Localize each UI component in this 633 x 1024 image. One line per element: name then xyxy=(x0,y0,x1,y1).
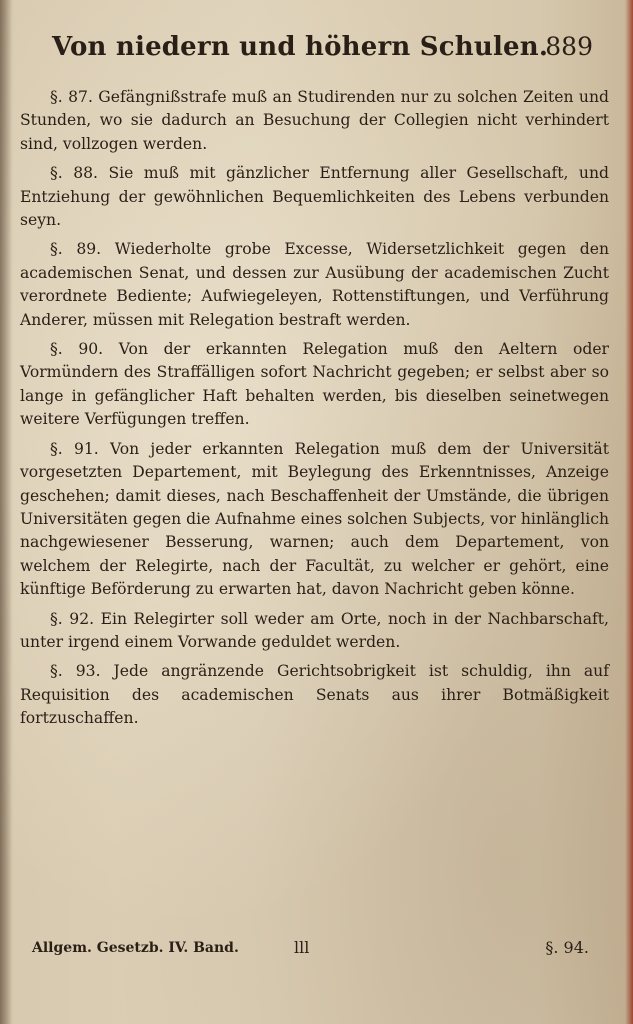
paragraph-91: §. 91. Von jeder erkannten Relegation muß dem der Universität vorgesetzten Departement, mit Beylegung des Erkenntnisses, Anzeige geschehen; damit dieses, nach Beschaffenheit der Umstände, die übrigen Universitäten gegen die Aufnahme eines solchen Subjects, vor hinlänglich nachgewiesener Besserung, warnen; auch dem Departement, von welchem der Relegirte, nach der Facultät, zu welcher er gehört, eine künftige Beförderung zu erwarten hat, davon Nachricht geben könne. xyxy=(20,439,609,599)
running-title: Von niedern und höhern Schulen. xyxy=(52,32,549,62)
sheet-mark: lll xyxy=(294,938,310,957)
page-number: 889 xyxy=(545,32,593,61)
paragraph-87: §. 87. Gefängnißstrafe muß an Studirenden nur zu solchen Zeiten und Stunden, wo sie dadurch an Besuchung der Collegien nicht verhindert sind, vollzogen werden. xyxy=(20,88,609,153)
paragraph-89: §. 89. Wiederholte grobe Excesse, Widersetzlichkeit gegen den academischen Senat, und dessen zur Ausübung der academischen Zucht verordnete Bediente; Aufwiegeleyen, Rottenstiftungen, und Verführung Anderer, müssen mit Relegation bestraft werden. xyxy=(20,240,609,329)
paragraph-90: §. 90. Von der erkannten Relegation muß den Aeltern oder Vormündern des Straffälligen sofort Nachricht gegeben; er selbst aber so lange in gefänglicher Haft behalten werden, bis dieselben seinetwegen weitere Verfügungen treffen. xyxy=(20,340,609,429)
catchword: §. 94. xyxy=(545,938,589,957)
page-edge xyxy=(625,0,633,1024)
page-footer xyxy=(32,936,589,966)
paragraph-92: §. 92. Ein Relegirter soll weder am Orte, noch in der Nachbarschaft, unter irgend einem Vorwande geduldet werden. xyxy=(20,609,609,651)
spine-shadow xyxy=(0,0,12,1024)
page-header xyxy=(52,30,603,70)
body-text xyxy=(20,86,609,737)
paragraph-93: §. 93. Jede angränzende Gerichtsobrigkeit ist schuldig, ihn auf Requisition des academischen Senats aus ihrer Botmäßigkeit fortzuschaffen. xyxy=(20,662,609,728)
paragraph-88: §. 88. Sie muß mit gänzlicher Entfernung aller Gesellschaft, und Entziehung der gewöhnlichen Bequemlichkeiten des Lebens verbunden seyn. xyxy=(20,164,609,230)
signature-line: Allgem. Gesetzb. IV. Band. xyxy=(32,940,239,956)
